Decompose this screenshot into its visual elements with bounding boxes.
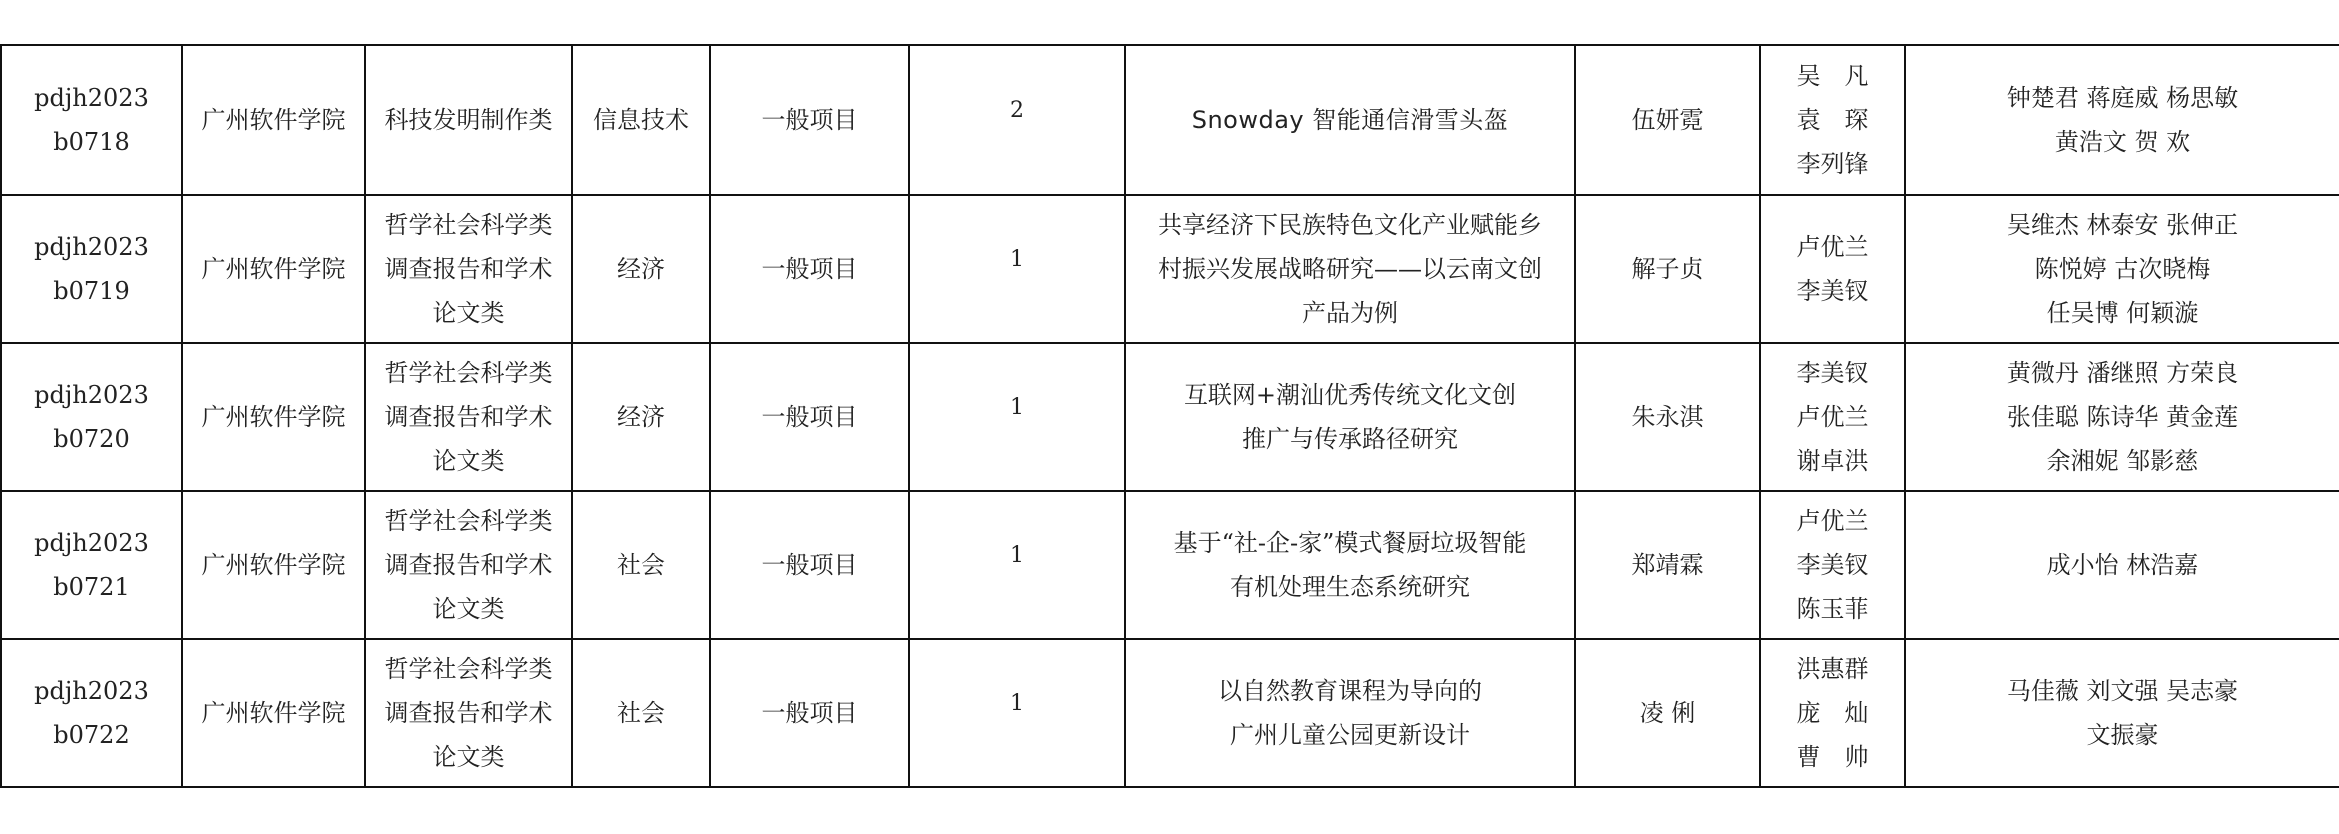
category-line: 科技发明制作类	[384, 106, 553, 134]
count-cell	[909, 491, 1125, 639]
project-id-line: pdjh2023	[34, 84, 149, 112]
leader-cell: 凌 俐	[1575, 639, 1760, 787]
table-row	[1, 45, 2339, 195]
project-id-line: b0722	[53, 721, 130, 749]
project-title-line: 推广与传承路径研究	[1242, 425, 1458, 453]
category-cell	[365, 343, 572, 491]
project-title-line: 有机处理生态系统研究	[1230, 573, 1470, 601]
category-line: 论文类	[432, 595, 505, 623]
project-id-line: pdjh2023	[34, 381, 149, 409]
level-cell: 一般项目	[710, 491, 909, 639]
leader-cell: 郑靖霖	[1575, 491, 1760, 639]
project-title-cell	[1125, 639, 1575, 787]
project-title-line: 广州儿童公园更新设计	[1230, 721, 1470, 749]
category-cell	[365, 639, 572, 787]
category-line: 调查报告和学术	[384, 255, 553, 283]
advisor-name: 曹 帅	[1796, 743, 1869, 771]
project-id-line: pdjh2023	[34, 233, 149, 261]
advisor-name: 袁 琛	[1796, 106, 1869, 134]
members-line: 任吴博 何颖漩	[2046, 299, 2199, 327]
advisor-name: 洪惠群	[1796, 655, 1869, 683]
category-line: 哲学社会科学类	[384, 507, 553, 535]
members-cell	[1905, 491, 2339, 639]
school-cell: 广州软件学院	[182, 195, 365, 343]
discipline-cell: 社会	[572, 491, 710, 639]
project-title-line: 互联网+潮汕优秀传统文化文创	[1183, 381, 1517, 409]
members-line: 钟楚君 蒋庭威 杨思敏	[2006, 84, 2239, 112]
advisor-name: 李美钗	[1796, 551, 1869, 579]
level-cell: 一般项目	[710, 639, 909, 787]
school-cell: 广州软件学院	[182, 491, 365, 639]
category-line: 调查报告和学术	[384, 551, 553, 579]
advisor-name: 谢卓洪	[1796, 447, 1869, 475]
project-title-line: Snowday 智能通信滑雪头盔	[1191, 106, 1509, 134]
project-id-line: pdjh2023	[34, 677, 149, 705]
table-row	[1, 639, 2339, 787]
advisors-cell	[1760, 195, 1905, 343]
project-title-line: 产品为例	[1302, 299, 1398, 327]
advisor-name: 李美钗	[1796, 277, 1869, 305]
count-cell	[909, 45, 1125, 195]
members-line: 成小怡 林浩嘉	[2046, 551, 2199, 579]
advisor-name: 卢优兰	[1796, 403, 1869, 431]
project-table	[0, 44, 2339, 788]
members-line: 文振豪	[2086, 721, 2159, 749]
members-line: 黄浩文 贺 欢	[2054, 128, 2191, 156]
project-title-line: 以自然教育课程为导向的	[1218, 677, 1482, 705]
school-cell: 广州软件学院	[182, 639, 365, 787]
leader-cell: 解子贞	[1575, 195, 1760, 343]
members-cell	[1905, 45, 2339, 195]
members-cell	[1905, 343, 2339, 491]
project-id-cell	[1, 639, 182, 787]
count-value: 1	[1010, 543, 1024, 568]
count-value: 2	[1010, 98, 1024, 123]
category-cell	[365, 195, 572, 343]
table-body	[1, 45, 2339, 787]
count-cell	[909, 343, 1125, 491]
project-title-line: 基于“社-企-家”模式餐厨垃圾智能	[1173, 529, 1527, 557]
project-title-line: 村振兴发展战略研究——以云南文创	[1158, 255, 1542, 283]
project-title-cell	[1125, 343, 1575, 491]
project-id-line: b0719	[53, 277, 130, 305]
category-line: 论文类	[432, 299, 505, 327]
level-cell: 一般项目	[710, 45, 909, 195]
members-cell	[1905, 639, 2339, 787]
table-row	[1, 491, 2339, 639]
category-line: 哲学社会科学类	[384, 655, 553, 683]
project-id-cell	[1, 195, 182, 343]
category-line: 调查报告和学术	[384, 699, 553, 727]
members-cell	[1905, 195, 2339, 343]
table-row	[1, 195, 2339, 343]
advisor-name: 李列锋	[1796, 150, 1869, 178]
leader-cell: 伍妍霓	[1575, 45, 1760, 195]
project-title-line: 共享经济下民族特色文化产业赋能乡	[1158, 211, 1542, 239]
advisor-name: 陈玉菲	[1796, 595, 1869, 623]
school-cell: 广州软件学院	[182, 45, 365, 195]
advisors-cell	[1760, 491, 1905, 639]
discipline-cell: 经济	[572, 343, 710, 491]
count-value: 1	[1010, 691, 1024, 716]
level-cell: 一般项目	[710, 195, 909, 343]
discipline-cell: 信息技术	[572, 45, 710, 195]
members-line: 吴维杰 林泰安 张伸正	[2006, 211, 2239, 239]
category-cell	[365, 491, 572, 639]
school-cell: 广州软件学院	[182, 343, 365, 491]
count-cell	[909, 639, 1125, 787]
count-value: 1	[1010, 395, 1024, 420]
advisor-name: 卢优兰	[1796, 233, 1869, 261]
project-id-cell	[1, 343, 182, 491]
project-title-cell	[1125, 491, 1575, 639]
advisors-cell	[1760, 639, 1905, 787]
advisor-name: 卢优兰	[1796, 507, 1869, 535]
project-id-line: b0718	[53, 128, 130, 156]
category-line: 哲学社会科学类	[384, 211, 553, 239]
project-id-line: pdjh2023	[34, 529, 149, 557]
project-id-cell	[1, 491, 182, 639]
project-id-cell	[1, 45, 182, 195]
advisor-name: 吴 凡	[1796, 62, 1869, 90]
advisors-cell	[1760, 343, 1905, 491]
members-line: 余湘妮 邹影慈	[2046, 447, 2199, 475]
category-line: 调查报告和学术	[384, 403, 553, 431]
project-id-line: b0721	[53, 573, 130, 601]
members-line: 陈悦婷 古次晓梅	[2034, 255, 2211, 283]
discipline-cell: 经济	[572, 195, 710, 343]
level-cell: 一般项目	[710, 343, 909, 491]
advisor-name: 庞 灿	[1796, 699, 1869, 727]
category-cell	[365, 45, 572, 195]
table-row	[1, 343, 2339, 491]
category-line: 哲学社会科学类	[384, 359, 553, 387]
members-line: 马佳薇 刘文强 吴志豪	[2006, 677, 2239, 705]
advisors-cell	[1760, 45, 1905, 195]
category-line: 论文类	[432, 743, 505, 771]
count-cell	[909, 195, 1125, 343]
project-title-cell	[1125, 45, 1575, 195]
members-line: 黄微丹 潘继照 方荣良	[2006, 359, 2239, 387]
discipline-cell: 社会	[572, 639, 710, 787]
project-title-cell	[1125, 195, 1575, 343]
advisor-name: 李美钗	[1796, 359, 1869, 387]
category-line: 论文类	[432, 447, 505, 475]
project-table-container	[0, 44, 2339, 788]
members-line: 张佳聪 陈诗华 黄金莲	[2006, 403, 2239, 431]
leader-cell: 朱永淇	[1575, 343, 1760, 491]
project-id-line: b0720	[53, 425, 130, 453]
count-value: 1	[1010, 247, 1024, 272]
